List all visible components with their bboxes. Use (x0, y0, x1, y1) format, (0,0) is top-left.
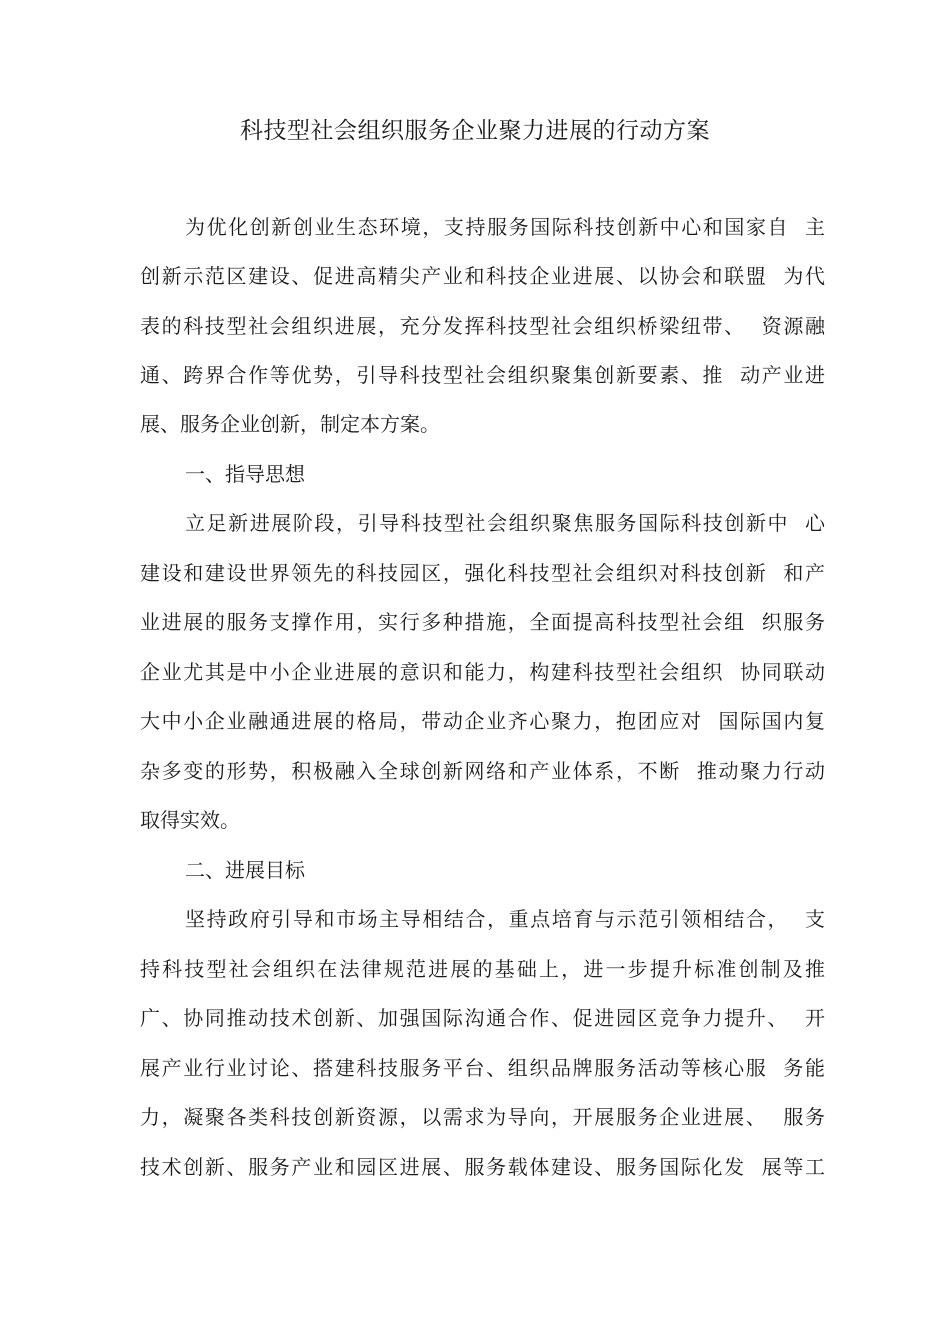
paragraph-2-line-5: 大中小企业融通进展的格局，带动企业齐心聚力，抱团应对 国际国内复 (140, 709, 825, 733)
section-heading-2: 二、进展目标 (185, 858, 305, 882)
paragraph-1-line-4: 通、跨界合作等优势，引导科技型社会组织聚集创新要素、推 动产业进 (140, 363, 825, 387)
paragraph-3-line-6: 技术创新、服务产业和园区进展、服务载体建设、服务国际化发 展等工 (140, 1155, 825, 1179)
paragraph-2-line-2: 建设和建设世界领先的科技园区，强化科技型社会组织对科技创新 和产 (140, 561, 825, 585)
document-title: 科技型社会组织服务企业聚力进展的行动方案 (240, 118, 710, 144)
paragraph-3-line-3: 广、协同推动技术创新、加强国际沟通合作、促进园区竞争力提升、 开 (140, 1006, 825, 1030)
section-heading-1: 一、指导思想 (185, 462, 305, 486)
paragraph-1-line-1: 为优化创新创业生态环境，支持服务国际科技创新中心和国家自 主 (185, 215, 825, 239)
paragraph-1-line-3: 表的科技型社会组织进展，充分发挥科技型社会组织桥梁纽带、 资源融 (140, 314, 825, 338)
paragraph-2-line-1: 立足新进展阶段，引导科技型社会组织聚焦服务国际科技创新中 心 (185, 511, 825, 535)
paragraph-2-line-4: 企业尤其是中小企业进展的意识和能力，构建科技型社会组织 协同联动 (140, 660, 825, 684)
paragraph-3-line-4: 展产业行业讨论、搭建科技服务平台、组织品牌服务活动等核心服 务能 (140, 1056, 825, 1080)
paragraph-2-line-7: 取得实效。 (140, 808, 240, 832)
paragraph-1-line-5: 展、服务企业创新，制定本方案。 (140, 412, 440, 436)
paragraph-1-line-2: 创新示范区建设、促进高精尖产业和科技企业进展、以协会和联盟 为代 (140, 264, 825, 288)
paragraph-3-line-5: 力，凝聚各类科技创新资源，以需求为导向，开展服务企业进展、 服务 (140, 1105, 825, 1129)
paragraph-2-line-6: 杂多变的形势，积极融入全球创新网络和产业体系，不断 推动聚力行动 (140, 759, 825, 783)
paragraph-2-line-3: 业进展的服务支撑作用，实行多种措施，全面提高科技型社会组 织服务 (140, 610, 825, 634)
paragraph-3-line-2: 持科技型社会组织在法律规范进展的基础上，进一步提升标准创制及推 (140, 957, 825, 981)
paragraph-3-line-1: 坚持政府引导和市场主导相结合，重点培育与示范引领相结合， 支 (185, 907, 825, 931)
